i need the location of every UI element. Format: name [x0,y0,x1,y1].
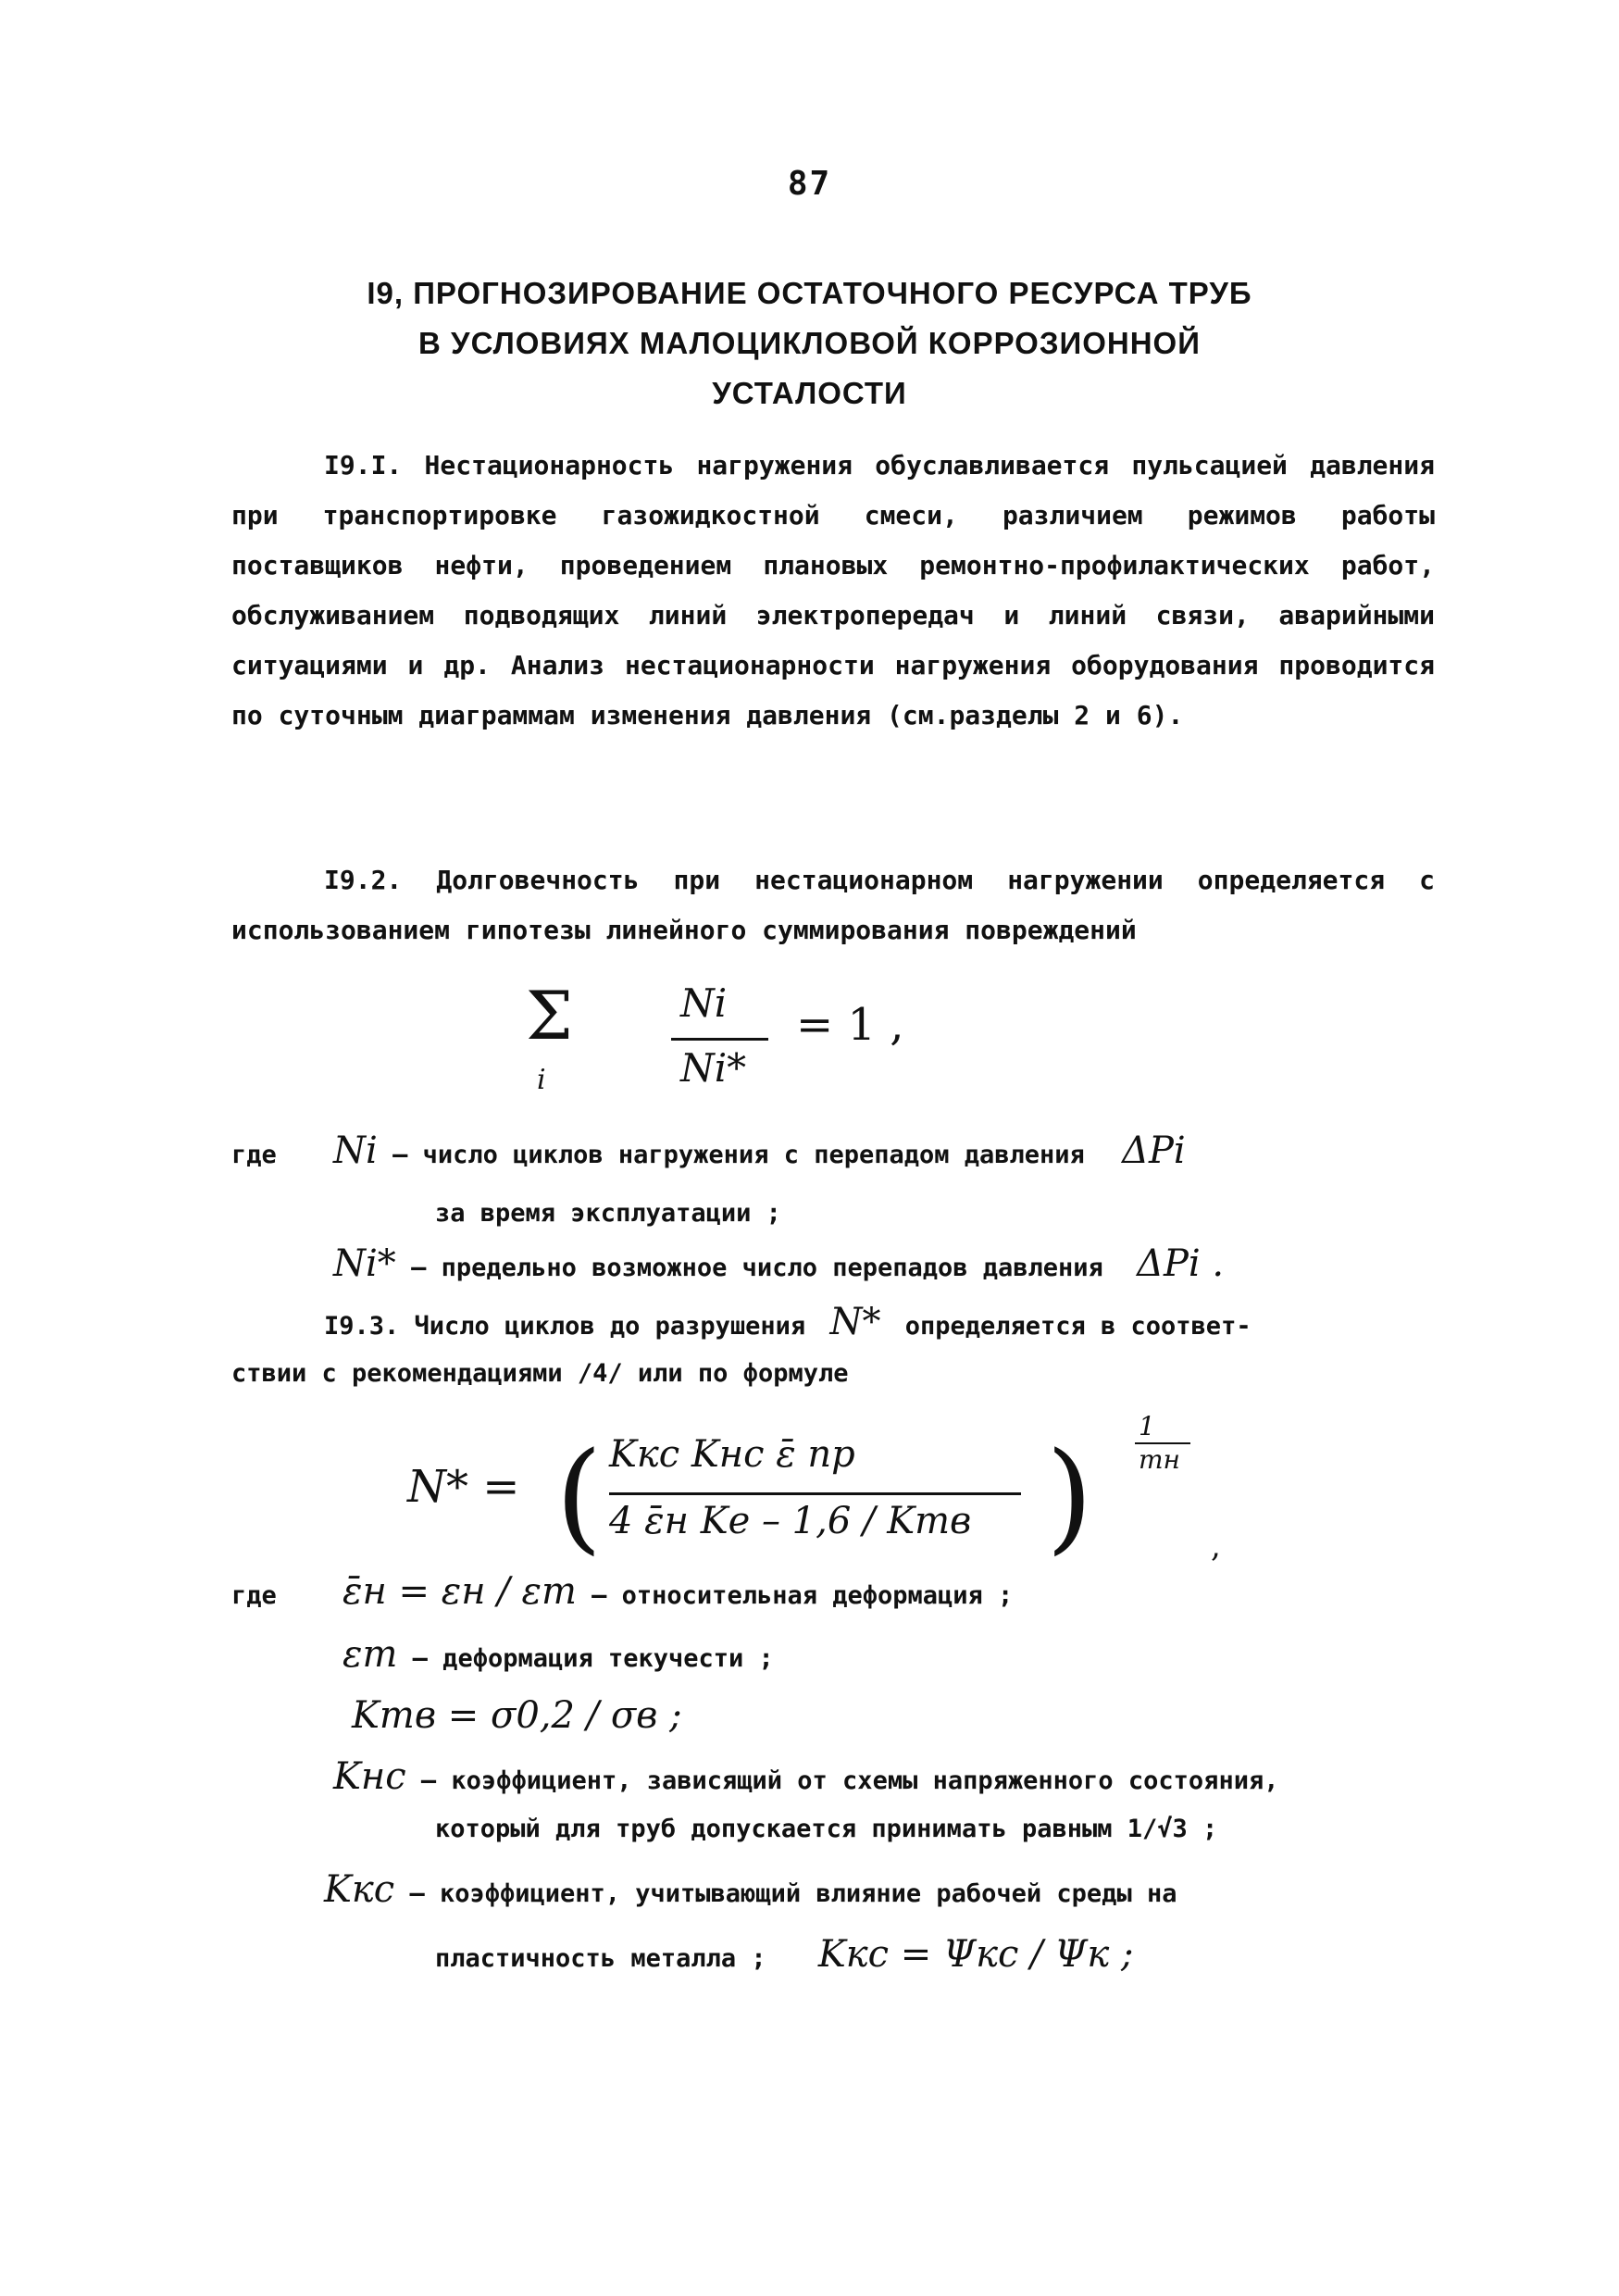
ni-star-text: – предельно возможное число перепадов давления [411,1254,1103,1282]
cycles-formula [407,1411,1259,1583]
paragraph-19-2: I9.2. Долговечность при нестационарном нагружении определяется с использованием гипотезы линейного суммирования повреждений [231,865,1435,945]
eps-rel-text: – относительная деформация ; [592,1581,1014,1610]
where-label-1: где [231,1141,277,1169]
ni-delta-p: ΔPi [1122,1129,1186,1172]
p19-3-part2: определяется в соответ- [904,1312,1252,1341]
k-ks-formula: Kкс = Ψкс / Ψк ; [817,1933,1134,1976]
k-tv-definition [352,1694,682,1737]
eps-t-symbol: εт [342,1633,398,1676]
k-ns-symbol: Kнс [333,1755,406,1798]
heading-line-2: В УСЛОВИЯХ МАЛОЦИКЛОВОЙ КОРРОЗИОННОЙ [418,326,1201,360]
right-paren: ) [1046,1426,1093,1566]
heading-line-3: УСТАЛОСТИ [712,376,907,410]
exponent-denominator: mн [1139,1444,1180,1475]
n-star-symbol: N* [829,1301,881,1343]
paragraph-19-3 [324,1301,1252,1343]
formula-numerator: Kкс Kнс ε̄ пр [609,1433,855,1476]
section-heading [0,268,1619,418]
p19-3-line2: ствии с рекомендациями /4/ или по формуле [231,1359,849,1388]
paragraph-19-1: I9.I. Нестационарность нагружения обуславливается пульсацией давления при транспортировке газожидкостной смеси, различием режимов работы поставщиков нефти, проведением плановых ремонтно-профилактических работ, обслуживанием подводящих линий электропередач и линий связи, аварийными ситуациями и др. Анализ нестационарности нагружения оборудования проводится по суточным диаграммам изменения давления (см.разделы 2 и 6). [231,450,1435,730]
ni-text: – число циклов нагружения с перепадом давления [392,1141,1085,1169]
k-ks-definition [324,1868,1177,1911]
n-star-lhs: N* = [407,1461,520,1513]
eps-rel-symbol: ε̄н = εн / εт [342,1570,577,1613]
formula-fraction-bar [609,1492,1021,1495]
k-ns-definition [333,1755,1278,1798]
eps-rel-definition [342,1570,1013,1613]
left-paren: ( [555,1426,603,1566]
k-tv-formula: Kтв = σ0,2 / σв ; [352,1694,682,1737]
ni-symbol: Ni [333,1129,378,1172]
eps-t-text: – деформация текучести ; [412,1644,774,1673]
summation-formula [500,977,1018,1116]
ni-star-symbol: Ni* [333,1242,396,1285]
formula-comma: , [1211,1528,1221,1565]
k-ks-cont [435,1933,1133,1976]
sigma-symbol: Σ [526,977,573,1054]
k-ks-cont-text: пластичность металла ; [435,1944,766,1973]
sum-denominator: Ni* [680,1045,747,1091]
k-ks-symbol: Kкс [324,1868,395,1911]
ni-definition-cont: за время эксплуатации ; [435,1199,781,1228]
formula-denominator: 4 ε̄н Kе – 1,6 / Kтв [609,1500,972,1542]
exponent-numerator: 1 [1139,1411,1155,1441]
k-ns-cont: который для труб допускается принимать равным 1/√3 ; [435,1815,1218,1843]
k-ks-text: – коэффициент, учитывающий влияние рабочей среды на [409,1879,1177,1908]
where-label-2: где [231,1581,277,1610]
ni-star-delta-p: ΔPi . [1137,1242,1225,1285]
page-number: 87 [787,165,832,203]
sum-numerator: Ni [680,980,728,1026]
k-ns-text: – коэффициент, зависящий от схемы напряженного состояния, [420,1766,1279,1795]
fraction-bar [671,1038,768,1041]
sum-rhs: = 1 , [796,999,904,1051]
eps-t-definition [342,1633,774,1676]
p19-3-part1: I9.3. Число циклов до разрушения [324,1312,806,1341]
heading-line-1: I9, ПРОГНОЗИРОВАНИЕ ОСТАТОЧНОГО РЕСУРСА ТРУБ [367,276,1252,310]
ni-definition [333,1129,1186,1172]
ni-star-definition [333,1242,1224,1285]
sum-index: i [537,1064,546,1096]
